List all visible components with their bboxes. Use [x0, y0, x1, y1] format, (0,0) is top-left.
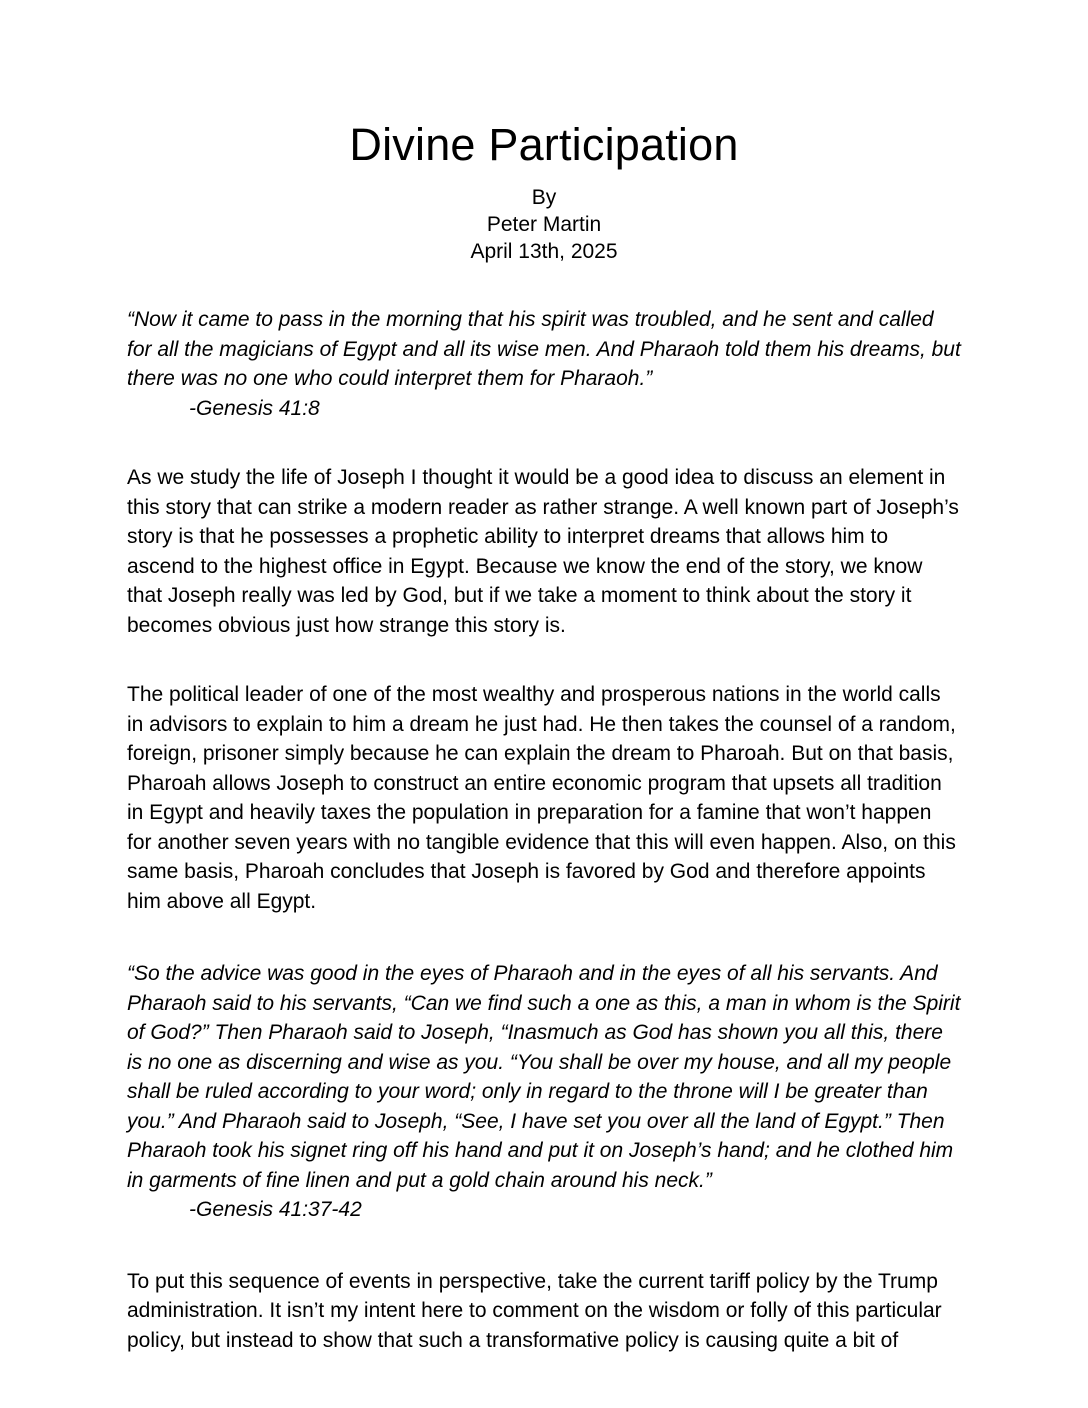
document-content — [127, 0, 961, 1355]
byline-by-label: By — [531, 186, 557, 209]
byline-date: April 13th, 2025 — [470, 240, 618, 263]
scripture-citation-second: -Genesis 41:37-42 — [189, 1198, 362, 1221]
scripture-quote-first: “Now it came to pass in the morning that his spirit was troubled, and he sent and called for all the magicians of Egypt and all its wise men. And Pharaoh told them his dreams, but there was no one who could interpret them for Pharaoh.” — [127, 308, 961, 390]
body-paragraph-2: The political leader of one of the most wealthy and prosperous nations in the world calls in advisors to explain to him a dream he just had. He then takes the counsel of a random, foreign, prisoner simply because he can explain the dream to Pharoah. But on that basis, Pharoah allows Joseph to construct an entire economic program that upsets all tradition in Egypt and heavily taxes the population in preparation for a famine that won’t happen for another seven years with no tangible evidence that this will even happen. Also, on this same basis, Pharoah concludes that Joseph is favored by God and therefore appoints him above all Egypt. — [127, 683, 956, 913]
scripture-citation-first: -Genesis 41:8 — [189, 396, 320, 420]
body-paragraph-3: To put this sequence of events in perspective, take the current tariff policy by the Trump administration. It isn’t my intent here to comment on the wisdom or folly of this particular policy, but instead to show that such a transformative policy is causing quite a bit of — [127, 1269, 942, 1352]
byline-author: Peter Martin — [486, 213, 602, 236]
page-title: Divine Participation — [349, 119, 739, 170]
scripture-quote-second: “So the advice was good in the eyes of Pharaoh and in the eyes of all his servants. And Pharaoh said to his servants, “Can we find such a one as this, a man in whom is the Spirit of God?” Then Pharaoh said to Joseph, “Inasmuch as God has shown you all this, there is no one as discerning and wise as you. “You shall be over my house, and all my people shall be ruled according to your word; only in regard to the throne will I be greater than you.” And Pharaoh said to Joseph, “See, I have set you over all the land of Egypt.” Then Pharaoh took his signet ring off his hand and put it on Joseph’s hand; and he clothed him in garments of fine linen and put a gold chain around his neck.” — [127, 962, 961, 1192]
body-paragraph-1: As we study the life of Joseph I thought it would be a good idea to discuss an element in this story that can strike a modern reader as rather strange. A well known part of Joseph’s story is that he possesses a prophetic ability to interpret dreams that allows him to ascend to the highest office in Egypt. Because we know the end of the story, we know that Joseph really was led by God, but if we take a moment to think about the story it becomes obvious just how strange this story is. — [127, 466, 959, 637]
byline-block — [127, 167, 961, 265]
